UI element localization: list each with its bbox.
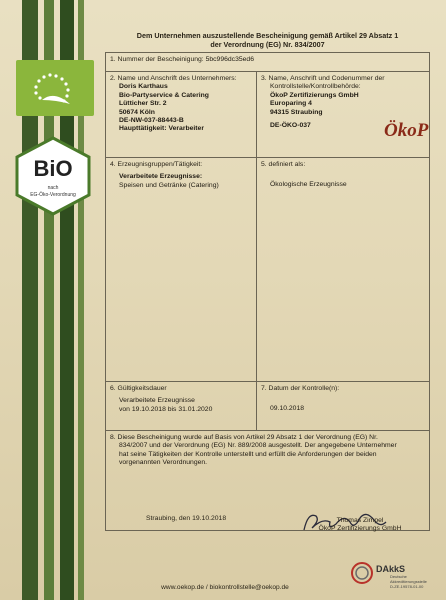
inspection-date-cell xyxy=(256,381,430,431)
certificate-number-row xyxy=(105,52,430,72)
defined-as-cell xyxy=(256,157,430,382)
declaration-text: hat seine Tätigkeiten der Kontrolle unterstellt und erfüllt die Anforderungen der beiden xyxy=(119,450,377,458)
bio-small-text: EG-Öko-Verordnung xyxy=(30,192,76,198)
eu-organic-leaf-logo xyxy=(16,60,94,116)
control-body-name: ÖkoP Zertifizierungs GmbH xyxy=(270,91,359,99)
field-label: 2. Name und Anschrift des Unternehmers: xyxy=(110,75,237,82)
defined-as-value: Ökologische Erzeugnisse xyxy=(270,181,347,189)
okop-logo xyxy=(384,120,428,142)
control-body-code: DE-ÖKO-037 xyxy=(270,122,311,130)
operator-name: Doris Karthaus xyxy=(119,83,168,91)
field-label: 5. definiert als: xyxy=(261,161,306,168)
validity-cell xyxy=(105,381,257,431)
validity-line: Verarbeitete Erzeugnisse xyxy=(119,397,195,405)
product-group-cell xyxy=(105,157,257,382)
operator-cell xyxy=(105,71,257,158)
operator-line: 50674 Köln xyxy=(119,108,155,116)
declaration-text: 8. Diese Bescheinigung wurde auf Basis von Artikel 29 Absatz 1 der Verordnung (EG) Nr. xyxy=(110,434,378,441)
signer-org: ÖkoP Zertifizierungs GmbH xyxy=(318,525,402,533)
dakks-text: Deutsche xyxy=(390,574,407,579)
field-label: 4. Erzeugnisgruppen/Tätigkeit: xyxy=(110,161,203,168)
footer-web: www.oekop.de / biokontrollstelle@oekop.de xyxy=(161,584,289,591)
field-label: 3. Name, Anschrift und Codenummer der xyxy=(261,75,385,82)
dakks-title: DAkkS xyxy=(376,564,406,574)
place-date: Straubing, den 19.10.2018 xyxy=(146,515,227,522)
declaration-text: 834/2007 und der Verordnung (EG) Nr. 889/2008 ausgestellt. Der angegebene Unternehmer xyxy=(119,442,397,450)
signer-name: Thomas Zimpel xyxy=(336,517,384,524)
operator-activity: Haupttätigkeit: Verarbeiter xyxy=(119,125,204,133)
certificate-number: 5bc996dc35ed6 xyxy=(205,56,254,63)
bio-small-text: nach xyxy=(47,185,59,191)
title-line: Dem Unternehmen auszustellende Bescheinigung gemäß Artikel 29 Absatz 1 xyxy=(136,31,399,40)
validity-period: von 19.10.2018 bis 31.01.2020 xyxy=(119,405,213,413)
control-body-line: 94315 Straubing xyxy=(270,108,323,116)
operator-line: DE-NW-037-88443-B xyxy=(119,117,184,125)
certificate-title xyxy=(105,31,430,49)
field-label: Kontrollstelle/Kontrollbehörde: xyxy=(270,83,361,91)
product-group-detail: Speisen und Getränke (Catering) xyxy=(119,181,219,189)
declaration-text: vorgenannten Verordnungen. xyxy=(119,459,208,467)
dakks-text: Akkreditierungsstelle xyxy=(390,579,427,584)
dakks-logo xyxy=(350,559,432,591)
operator-line: Bio-Partyservice & Catering xyxy=(119,91,209,99)
field-label: 1. Nummer der Bescheinigung: xyxy=(110,56,204,63)
signer-block xyxy=(300,517,420,534)
okop-logo-text: ÖkoP xyxy=(384,120,429,141)
bio-word: BiO xyxy=(33,156,73,181)
control-body-cell xyxy=(256,71,430,158)
operator-line: Lütticher Str. 2 xyxy=(119,100,167,108)
dakks-text: D-ZE-19578-01-00 xyxy=(390,584,424,589)
field-label: 6. Gültigkeitsdauer xyxy=(110,385,167,392)
product-group: Verarbeitete Erzeugnisse: xyxy=(119,173,203,181)
field-label: 7. Datum der Kontrolle(n): xyxy=(261,385,340,392)
bio-hexagon-logo xyxy=(13,136,93,216)
title-line: der Verordnung (EG) Nr. 834/2007 xyxy=(210,40,325,49)
inspection-date: 09.10.2018 xyxy=(270,405,305,413)
control-body-line: Europaring 4 xyxy=(270,100,312,108)
